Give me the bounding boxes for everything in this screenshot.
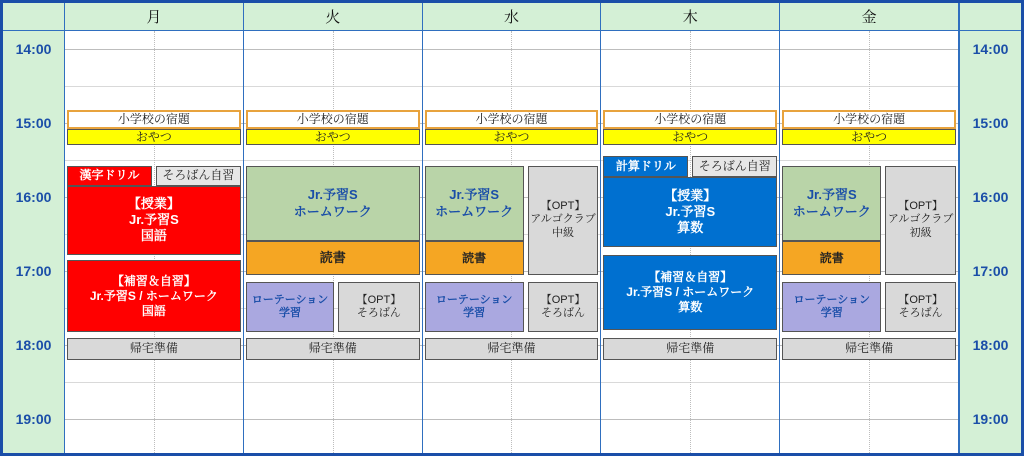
block-line: 帰宅準備	[487, 341, 536, 356]
block-rotation-study	[782, 282, 881, 332]
time-axis-left	[3, 31, 65, 453]
block-line: 【OPT】	[898, 199, 943, 212]
block-elementary-homework	[425, 110, 599, 129]
block-supplement-self-study-kokugo	[67, 260, 241, 333]
block-snack	[603, 129, 777, 145]
time-label-1500: 15:00	[15, 115, 52, 131]
block-reading	[246, 241, 420, 274]
day-header-fri: 金	[780, 3, 959, 31]
block-line: 初級	[909, 227, 932, 240]
block-line: 小学校の宿題	[833, 112, 906, 127]
time-axis-right	[959, 31, 1021, 453]
block-keisan-drill	[603, 156, 688, 177]
block-line: おやつ	[851, 129, 888, 144]
block-line: Jr.予習S	[449, 187, 500, 203]
block-soroban-self-study	[156, 166, 241, 186]
block-line: 帰宅準備	[845, 341, 894, 356]
block-line: Jr.予習S	[665, 204, 716, 220]
block-kanji-drill	[67, 166, 152, 186]
block-line: おやつ	[493, 129, 530, 144]
time-label-1600: 16:00	[15, 189, 52, 205]
block-line: おやつ	[135, 129, 172, 144]
block-line: 【補習＆自習】	[111, 273, 196, 288]
block-elementary-homework	[603, 110, 777, 129]
block-line: そろばん	[356, 307, 401, 320]
block-line: 読書	[462, 250, 487, 265]
block-opt-algo-club-beginner	[885, 166, 956, 275]
day-column-fri	[780, 31, 959, 453]
block-line: そろばん自習	[162, 168, 235, 183]
block-going-home-prep	[603, 338, 777, 360]
day-header-mon: 月	[65, 3, 244, 31]
block-jr-yoshu-s-homework	[246, 166, 420, 241]
block-jr-yoshu-s-homework	[782, 166, 881, 241]
block-line: 小学校の宿題	[296, 112, 369, 127]
block-line: 【OPT】	[898, 293, 943, 306]
day-header-thu: 木	[601, 3, 780, 31]
block-going-home-prep	[782, 338, 956, 360]
time-header-left	[3, 3, 65, 31]
block-line: 小学校の宿題	[117, 112, 190, 127]
time-label-1800: 18:00	[972, 337, 1009, 353]
block-going-home-prep	[246, 338, 420, 360]
block-line: 読書	[819, 250, 844, 265]
block-line: おやつ	[314, 129, 351, 144]
time-label-1700: 17:00	[972, 263, 1009, 279]
block-snack	[782, 129, 956, 145]
block-opt-algo-club-intermediate	[528, 166, 599, 275]
block-reading	[782, 241, 881, 274]
block-jr-yoshu-s-homework	[425, 166, 524, 241]
day-header-tue: 火	[244, 3, 423, 31]
block-line: 【OPT】	[356, 293, 402, 306]
block-line: 【OPT】	[540, 293, 586, 306]
block-line: ホームワーク	[435, 203, 514, 219]
block-line: 中級	[552, 227, 575, 240]
block-line: 【授業】	[127, 195, 180, 211]
block-line: そろばん	[541, 307, 586, 320]
time-header-right	[959, 3, 1021, 31]
timetable-grid	[3, 3, 1021, 453]
time-label-1600: 16:00	[972, 189, 1009, 205]
time-label-1800: 18:00	[15, 337, 52, 353]
block-lesson-jr-s-kokugo	[67, 186, 241, 255]
block-line: ローテーション	[793, 293, 871, 306]
block-line: ホームワーク	[792, 203, 871, 219]
time-label-1900: 19:00	[15, 411, 52, 427]
block-lesson-jr-s-sansu	[603, 177, 777, 247]
block-opt-soroban	[338, 282, 419, 332]
block-line: Jr.予習S	[307, 187, 358, 203]
block-snack	[425, 129, 599, 145]
block-line: 読書	[319, 249, 346, 265]
block-line: アルゴクラブ	[530, 213, 596, 226]
block-line: 算数	[678, 299, 703, 314]
block-line: アルゴクラブ	[887, 213, 954, 226]
block-snack	[246, 129, 420, 145]
block-line: 計算ドリル	[615, 159, 676, 174]
block-line: 漢字ドリル	[79, 168, 140, 183]
block-line: そろばん	[898, 307, 943, 320]
block-line: Jr.予習S	[806, 187, 857, 203]
block-line: Jr.予習S / ホームワーク	[89, 288, 218, 303]
block-rotation-study	[425, 282, 524, 332]
block-line: 【補習＆自習】	[648, 269, 733, 284]
block-line: 帰宅準備	[308, 341, 357, 356]
block-line: 国語	[141, 303, 166, 318]
day-column-tue	[244, 31, 423, 453]
block-line: 算数	[677, 220, 704, 236]
day-column-thu	[601, 31, 780, 453]
day-column-wed	[423, 31, 602, 453]
time-label-1900: 19:00	[972, 411, 1009, 427]
block-snack	[67, 129, 241, 145]
block-line: Jr.予習S / ホームワーク	[626, 284, 755, 299]
block-rotation-study	[246, 282, 334, 332]
block-line: 小学校の宿題	[475, 112, 548, 127]
block-elementary-homework	[67, 110, 241, 129]
block-line: Jr.予習S	[128, 212, 179, 228]
time-label-1400: 14:00	[15, 41, 52, 57]
block-reading	[425, 241, 524, 274]
block-opt-soroban	[528, 282, 599, 332]
block-going-home-prep	[425, 338, 599, 360]
block-opt-soroban	[885, 282, 956, 332]
block-line: そろばん自習	[698, 159, 771, 174]
block-line: ホームワーク	[293, 203, 372, 219]
block-line: ローテーション	[435, 293, 513, 306]
time-label-1400: 14:00	[972, 41, 1009, 57]
day-header-wed: 水	[423, 3, 602, 31]
block-line: おやつ	[672, 129, 709, 144]
block-line: 【授業】	[664, 187, 717, 203]
block-line: 国語	[140, 228, 167, 244]
time-label-1700: 17:00	[15, 263, 52, 279]
block-line: 【OPT】	[540, 199, 586, 212]
block-line: 帰宅準備	[129, 341, 178, 356]
block-line: 帰宅準備	[666, 341, 715, 356]
block-soroban-self-study	[692, 156, 777, 177]
block-line: 学習	[463, 307, 486, 320]
time-label-1500: 15:00	[972, 115, 1009, 131]
block-line: 小学校の宿題	[654, 112, 727, 127]
block-line: ローテーション	[251, 293, 329, 306]
block-elementary-homework	[782, 110, 956, 129]
day-column-mon	[65, 31, 244, 453]
block-elementary-homework	[246, 110, 420, 129]
block-going-home-prep	[67, 338, 241, 360]
block-line: 学習	[279, 307, 302, 320]
block-supplement-self-study-sansu	[603, 255, 777, 330]
block-line: 学習	[820, 307, 843, 320]
